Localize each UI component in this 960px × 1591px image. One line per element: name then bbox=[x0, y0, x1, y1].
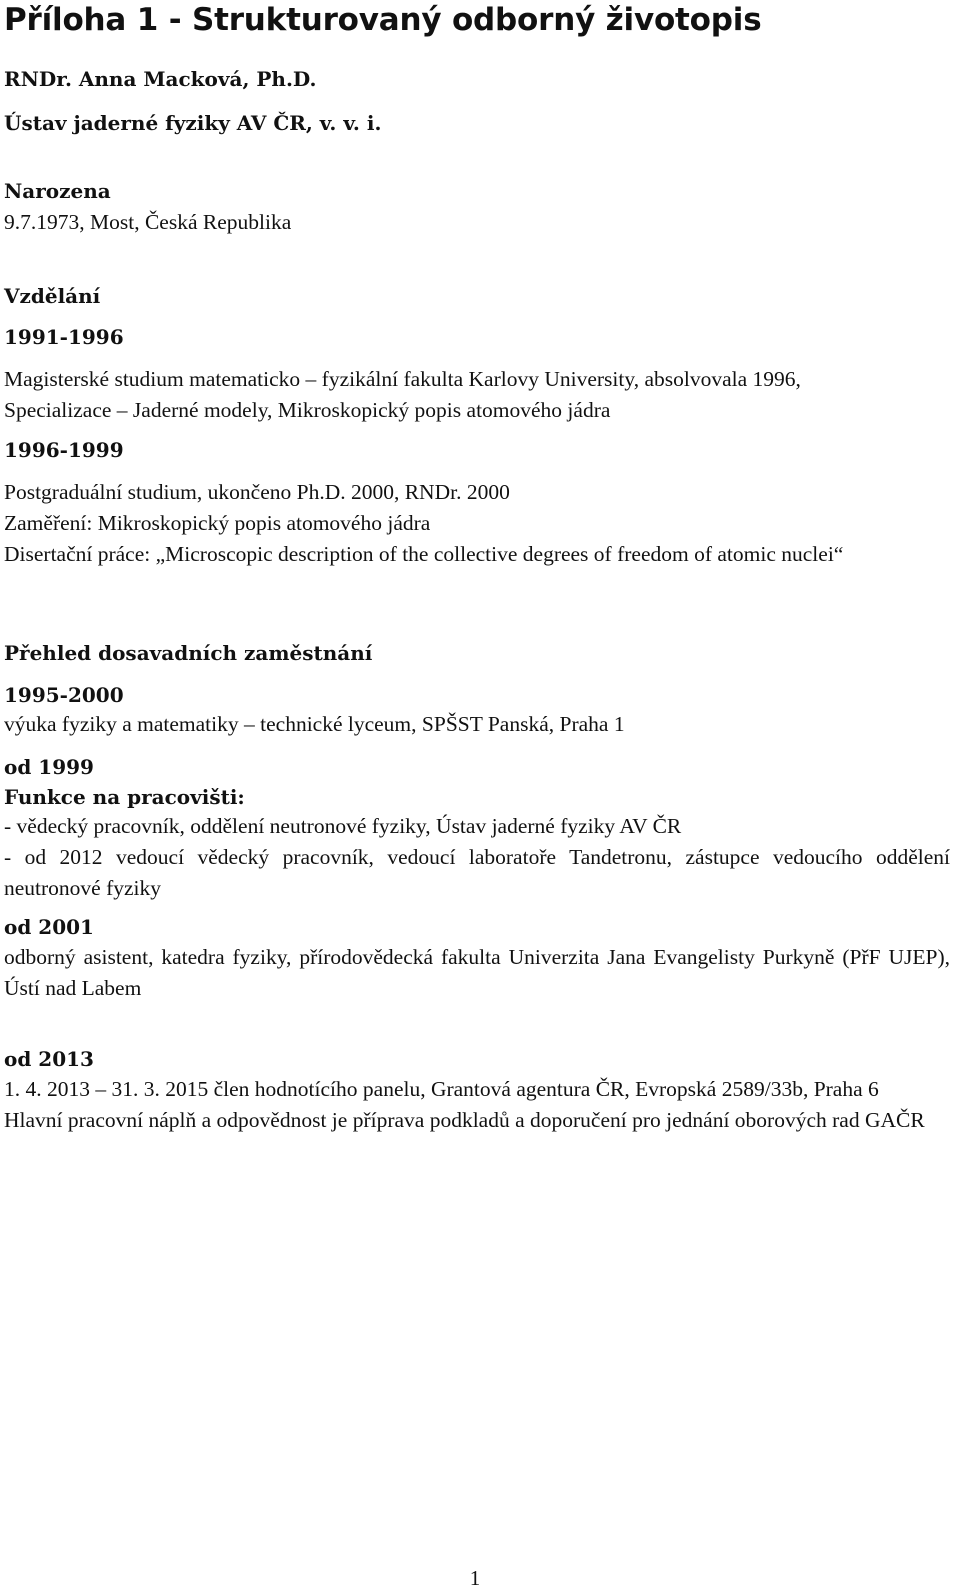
employment-description-1: výuka fyziky a matematiky – technické lyceum, SPŠST Panská, Praha 1 bbox=[4, 712, 625, 736]
employment-heading: Přehled dosavadních zaměstnání bbox=[4, 641, 373, 665]
education-description-2 bbox=[4, 477, 950, 570]
employment-description-2 bbox=[4, 811, 950, 904]
employment-line: Hlavní pracovní náplň a odpovědnost je příprava podkladů a doporučení pro jednání oborových rad GAČR bbox=[4, 1108, 925, 1132]
education-line: Magisterské studium matematicko – fyzikální fakulta Karlovy University, absolvovala 1996, bbox=[4, 367, 801, 391]
employment-line: - vědecký pracovník, oddělení neutronové fyziky, Ústav jaderné fyziky AV ČR bbox=[4, 814, 682, 838]
education-years-2: 1996-1999 bbox=[4, 438, 124, 462]
employment-subheading: Funkce na pracovišti: bbox=[4, 785, 245, 809]
employment-period-2: od 1999 bbox=[4, 755, 94, 779]
birth-label: Narozena bbox=[4, 179, 111, 203]
institution: Ústav jaderné fyziky AV ČR, v. v. i. bbox=[4, 111, 382, 135]
education-line: Zaměření: Mikroskopický popis atomového jádra bbox=[4, 511, 431, 535]
education-years-1: 1991-1996 bbox=[4, 325, 124, 349]
birth-section bbox=[4, 176, 950, 238]
birth-value: 9.7.1973, Most, Česká Republika bbox=[4, 210, 292, 234]
document-title: Příloha 1 - Strukturovaný odborný životopis bbox=[4, 2, 762, 38]
education-description-1 bbox=[4, 364, 950, 426]
employment-line: - od 2012 vedoucí vědecký pracovník, vedoucí laboratoře Tandetronu, zástupce vedoucího oddělení neutronové fyziky bbox=[4, 845, 950, 900]
education-line: Postgraduální studium, ukončeno Ph.D. 2000, RNDr. 2000 bbox=[4, 480, 510, 504]
person-name: RNDr. Anna Macková, Ph.D. bbox=[4, 67, 317, 91]
page-number: 1 bbox=[469, 1566, 481, 1590]
education-line: Specializace – Jaderné modely, Mikroskopický popis atomového jádra bbox=[4, 398, 611, 422]
dissertation-line: Disertační práce: „Microscopic description of the collective degrees of freedom of atomic nuclei“ bbox=[4, 542, 844, 566]
employment-period-1: 1995-2000 bbox=[4, 683, 124, 707]
education-heading: Vzdělání bbox=[4, 284, 101, 308]
employment-period-3: od 2001 bbox=[4, 915, 94, 939]
employment-description-3: odborný asistent, katedra fyziky, přírodovědecká fakulta Univerzita Jana Evangelisty Purkyně (PřF UJEP), Ústí nad Labem bbox=[4, 945, 950, 1000]
employment-period-4: od 2013 bbox=[4, 1047, 94, 1071]
employment-line: 1. 4. 2013 – 31. 3. 2015 člen hodnotícího panelu, Grantová agentura ČR, Evropská 2589/33b, Praha 6 bbox=[4, 1077, 879, 1101]
employment-description-4 bbox=[4, 1074, 950, 1136]
